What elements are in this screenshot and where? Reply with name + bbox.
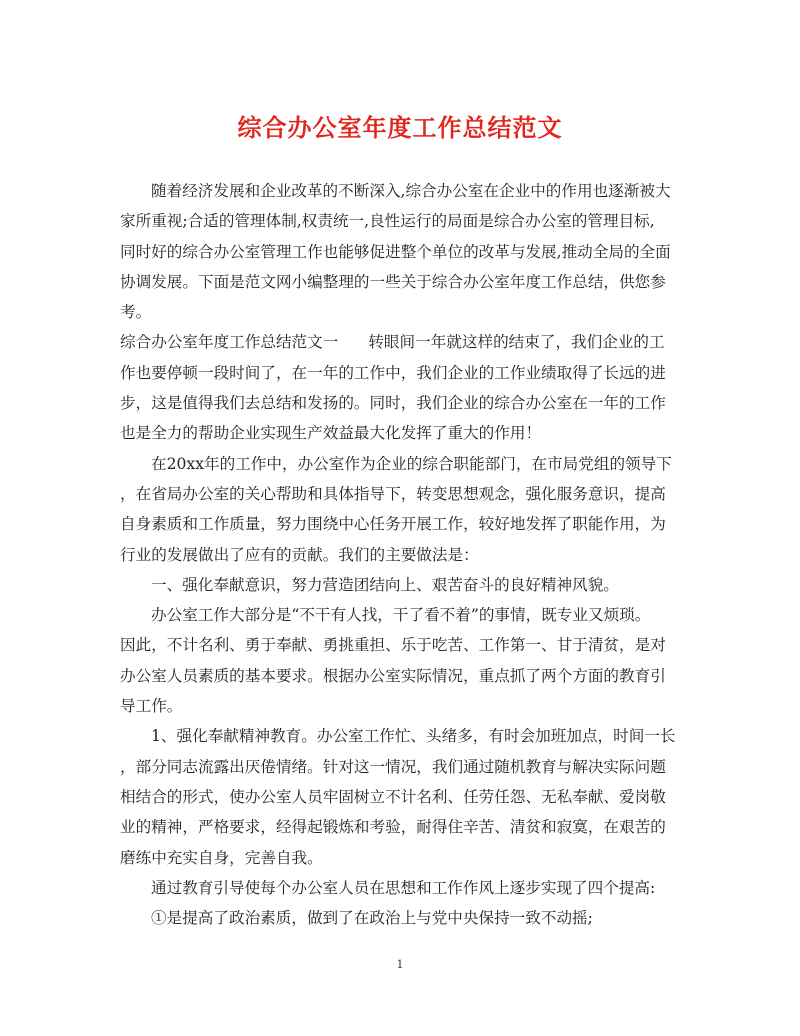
text-line: 随着经济发展和企业改革的不断深入,综合办公室在企业中的作用也逐渐被大 [151, 182, 671, 200]
text-line: 磨练中充实自身，完善自我。 [120, 848, 323, 867]
text-line: 行业的发展做出了应有的贡献。我们的主要做法是： [120, 545, 479, 564]
section-heading-line [120, 327, 680, 357]
text-line: 办公室人员素质的基本要求。根据办公室实际情况，重点抓了两个方面的教育引 [120, 666, 666, 685]
text-line: 因此，不计名利、勇于奉献、勇挑重担、乐于吃苦、工作第一、甘于清贫，是对 [120, 636, 666, 655]
text-line: 家所重视;合适的管理体制,权责统一,良性运行的局面是综合办公室的管理目标, [120, 212, 655, 231]
text-line: ，在省局办公室的关心帮助和具体指导下，转变思想观念，强化服务意识，提高 [120, 484, 666, 503]
text-line: 办公室工作大部分是“不干有人找，干了看不着”的事情，既专业又烦琐。 [151, 606, 651, 625]
text-line: 1、强化奉献精神教育。办公室工作忙、头绪多，有时会加班加点，时间一长 [151, 727, 676, 746]
text-line: 转眼间一年就这样的结束了，我们企业的工 [368, 333, 665, 352]
text-line: 相结合的形式，使办公室人员牢固树立不计名利、任劳任怨、无私奉献、爱岗敬 [120, 787, 666, 806]
text-line: 一、强化奉献意识，努力营造团结向上、艰苦奋斗的良好精神风貌。 [151, 575, 619, 594]
text-line: 导工作。 [120, 697, 183, 716]
text-line: 考。 [120, 303, 152, 322]
text-line: 在20xx年的工作中，办公室作为企业的综合职能部门，在市局党组的领导下 [151, 454, 672, 473]
section-heading: 综合办公室年度工作总结范文一 [120, 333, 339, 352]
text-line: ①是提高了政治素质，做到了在政治上与党中央保持一致不动摇; [151, 909, 593, 928]
document-title: 综合办公室年度工作总结范文 [237, 113, 563, 142]
text-line: ，部分同志流露出厌倦情绪。针对这一情况，我们通过随机教育与解决实际问题 [120, 757, 666, 776]
text-line: 通过教育引导使每个办公室人员在思想和工作作风上逐步实现了四个提高: [151, 878, 656, 897]
page-number: 1 [396, 958, 404, 971]
document-body [120, 176, 680, 933]
text-line: 步，这是值得我们去总结和发扬的。同时，我们企业的综合办公室在一年的工作 [120, 394, 666, 413]
text-line: 也是全力的帮助企业实现生产效益最大化发挥了重大的作用！ [120, 424, 542, 443]
text-line: 作也要停顿一段时间了，在一年的工作中，我们企业的工作业绩取得了长远的进 [120, 363, 666, 382]
text-line: 协调发展。下面是范文网小编整理的一些关于综合办公室年度工作总结，供您参 [120, 272, 666, 291]
text-line: 同时好的综合办公室管理工作也能够促进整个单位的改革与发展,推动全局的全面 [120, 242, 671, 261]
text-line: 业的精神，严格要求，经得起锻炼和考验，耐得住辛苦、清贫和寂寞，在艰苦的 [120, 818, 666, 837]
text-line: 自身素质和工作质量，努力围绕中心任务开展工作，较好地发挥了职能作用，为 [120, 515, 666, 534]
